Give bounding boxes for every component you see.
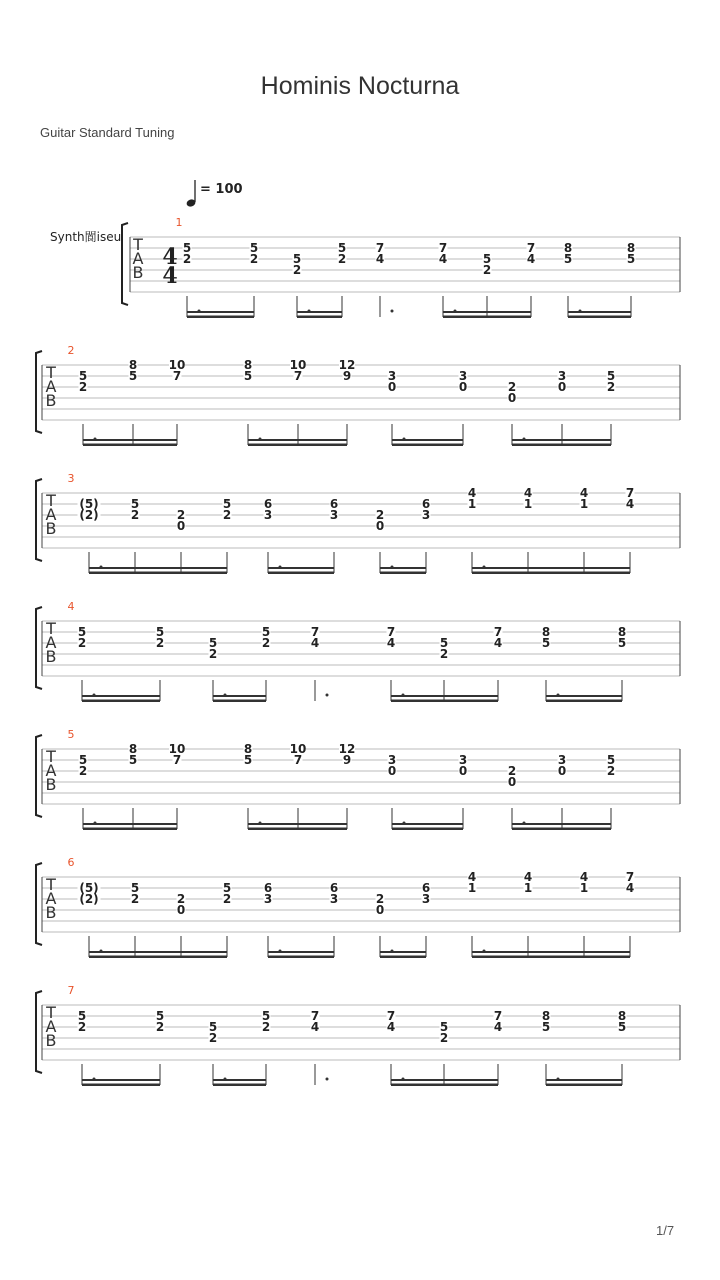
fret-number: 5 bbox=[439, 636, 449, 650]
fret-number: 2 bbox=[249, 252, 259, 266]
rhythm-dot bbox=[403, 822, 406, 825]
fret-number: 4 bbox=[523, 486, 533, 500]
fret-number: 8 bbox=[617, 625, 627, 639]
beam-secondary bbox=[391, 695, 498, 697]
fret-number: 4 bbox=[579, 870, 589, 884]
tab-clef-letter: B bbox=[45, 903, 57, 922]
fret-number: 3 bbox=[557, 753, 567, 767]
fret-number: 5 bbox=[626, 252, 636, 266]
beam bbox=[268, 956, 334, 959]
tab-clef-letter: A bbox=[45, 761, 57, 780]
beam bbox=[213, 700, 266, 703]
fret-number: 1 bbox=[523, 497, 533, 511]
fret-number: (5) bbox=[79, 497, 99, 511]
fret-number: 5 bbox=[78, 369, 88, 383]
fret-number: 1 bbox=[579, 881, 589, 895]
fret-number: 4 bbox=[386, 1020, 396, 1034]
beam-secondary bbox=[213, 695, 266, 697]
rhythm-dot bbox=[94, 822, 97, 825]
fret-number: 5 bbox=[617, 1020, 627, 1034]
fret-number: 0 bbox=[507, 391, 517, 405]
fret-number: 5 bbox=[243, 369, 253, 383]
measure-number: 5 bbox=[67, 728, 75, 741]
time-signature-top: 4 bbox=[162, 244, 178, 270]
measure-number: 6 bbox=[67, 856, 75, 869]
beam-secondary bbox=[213, 1079, 266, 1081]
beam bbox=[213, 1084, 266, 1087]
beam-secondary bbox=[268, 951, 334, 953]
fret-number: 5 bbox=[130, 497, 140, 511]
tab-clef-letter: A bbox=[45, 1017, 57, 1036]
fret-number: 0 bbox=[176, 519, 186, 533]
fret-number: 7 bbox=[386, 1009, 396, 1023]
fret-number: 9 bbox=[342, 369, 352, 383]
fret-number: 10 bbox=[168, 358, 186, 372]
fret-number: 2 bbox=[208, 647, 218, 661]
rhythm-dot bbox=[93, 1078, 96, 1081]
fret-number: 5 bbox=[563, 252, 573, 266]
tab-clef-letter: B bbox=[45, 391, 57, 410]
fret-number: 7 bbox=[386, 625, 396, 639]
fret-number: 0 bbox=[557, 380, 567, 394]
tab-clef-letter: T bbox=[46, 875, 56, 894]
rhythm-dot bbox=[94, 438, 97, 441]
rhythm-dot bbox=[224, 694, 227, 697]
fret-number: 7 bbox=[493, 1009, 503, 1023]
track-name: Synth閬iseu bbox=[50, 230, 122, 244]
beam-secondary bbox=[89, 567, 227, 569]
fret-number: 2 bbox=[182, 252, 192, 266]
fret-number: 3 bbox=[421, 892, 431, 906]
beam bbox=[392, 444, 463, 447]
fret-number: 5 bbox=[439, 1020, 449, 1034]
fret-number: 5 bbox=[208, 1020, 218, 1034]
beam bbox=[83, 444, 177, 447]
fret-number: 1 bbox=[467, 881, 477, 895]
fret-number: 7 bbox=[293, 753, 303, 767]
tab-clef-letter: A bbox=[45, 377, 57, 396]
beam-secondary bbox=[472, 567, 630, 569]
tab-clef-letter: T bbox=[46, 491, 56, 510]
fret-number: 2 bbox=[292, 263, 302, 277]
fret-number: 5 bbox=[208, 636, 218, 650]
rhythm-dot bbox=[391, 566, 394, 569]
beam-secondary bbox=[512, 439, 611, 441]
rhythm-dot bbox=[326, 694, 329, 697]
fret-number: 5 bbox=[482, 252, 492, 266]
fret-number: 5 bbox=[222, 881, 232, 895]
beam bbox=[568, 316, 631, 319]
fret-number: 1 bbox=[523, 881, 533, 895]
rhythm-dot bbox=[557, 694, 560, 697]
measure-number: 4 bbox=[67, 600, 75, 613]
fret-number: 4 bbox=[493, 636, 503, 650]
fret-number: 6 bbox=[421, 881, 431, 895]
fret-number: 5 bbox=[155, 1009, 165, 1023]
fret-number: 4 bbox=[579, 486, 589, 500]
fret-number: 5 bbox=[292, 252, 302, 266]
system-bracket bbox=[122, 223, 128, 305]
fret-number: 5 bbox=[77, 625, 87, 639]
fret-number: 9 bbox=[342, 753, 352, 767]
fret-number: 2 bbox=[606, 764, 616, 778]
fret-number: (2) bbox=[79, 508, 99, 522]
measure-number: 1 bbox=[175, 216, 183, 229]
tab-system bbox=[36, 991, 680, 1086]
fret-number: 5 bbox=[261, 625, 271, 639]
fret-number: 7 bbox=[293, 369, 303, 383]
fret-number: 0 bbox=[557, 764, 567, 778]
rhythm-dot bbox=[100, 566, 103, 569]
beam-secondary bbox=[380, 567, 426, 569]
tab-clef-letter: A bbox=[45, 505, 57, 524]
fret-number: 7 bbox=[438, 241, 448, 255]
fret-number: 2 bbox=[222, 508, 232, 522]
fret-number: 2 bbox=[375, 508, 385, 522]
fret-number: 6 bbox=[421, 497, 431, 511]
beam bbox=[380, 956, 426, 959]
beam bbox=[380, 572, 426, 575]
tab-clef-letter: A bbox=[45, 889, 57, 908]
beam-secondary bbox=[380, 951, 426, 953]
beam-secondary bbox=[83, 439, 177, 441]
fret-number: 4 bbox=[523, 870, 533, 884]
beam-secondary bbox=[297, 311, 342, 313]
fret-number: 4 bbox=[625, 497, 635, 511]
fret-number: 2 bbox=[208, 1031, 218, 1045]
beam-secondary bbox=[568, 311, 631, 313]
fret-number: 4 bbox=[310, 1020, 320, 1034]
fret-number: 7 bbox=[493, 625, 503, 639]
fret-number: 5 bbox=[128, 369, 138, 383]
tab-clef-letter: B bbox=[45, 519, 57, 538]
rhythm-dot bbox=[391, 310, 394, 313]
beam bbox=[248, 444, 347, 447]
beam-secondary bbox=[83, 823, 177, 825]
fret-number: 7 bbox=[310, 1009, 320, 1023]
fret-number: 8 bbox=[128, 358, 138, 372]
fret-number: 8 bbox=[541, 1009, 551, 1023]
fret-number: 7 bbox=[526, 241, 536, 255]
fret-number: 7 bbox=[172, 753, 182, 767]
system-bracket bbox=[36, 735, 42, 817]
fret-number: 7 bbox=[625, 486, 635, 500]
rhythm-dot bbox=[403, 438, 406, 441]
fret-number: 4 bbox=[375, 252, 385, 266]
fret-number: 5 bbox=[261, 1009, 271, 1023]
fret-number: 5 bbox=[617, 636, 627, 650]
fret-number: 7 bbox=[172, 369, 182, 383]
tab-clef-letter: B bbox=[45, 1031, 57, 1050]
tab-clef-letter: B bbox=[45, 647, 57, 666]
beam bbox=[83, 828, 177, 831]
beam bbox=[512, 828, 611, 831]
song-title: Hominis Nocturna bbox=[260, 72, 460, 100]
fret-number: (2) bbox=[79, 892, 99, 906]
fret-number: 7 bbox=[375, 241, 385, 255]
fret-number: 2 bbox=[78, 764, 88, 778]
tab-clef-letter: T bbox=[46, 363, 56, 382]
rhythm-dot bbox=[279, 950, 282, 953]
fret-number: 5 bbox=[77, 1009, 87, 1023]
fret-number: 10 bbox=[168, 742, 186, 756]
system-bracket bbox=[36, 991, 42, 1073]
fret-number: 3 bbox=[557, 369, 567, 383]
fret-number: 2 bbox=[78, 380, 88, 394]
rhythm-dot bbox=[483, 950, 486, 953]
fret-number: 2 bbox=[606, 380, 616, 394]
beam-secondary bbox=[187, 311, 254, 313]
rhythm-dot bbox=[391, 950, 394, 953]
fret-number: 5 bbox=[243, 753, 253, 767]
fret-number: 5 bbox=[182, 241, 192, 255]
fret-number: 2 bbox=[222, 892, 232, 906]
fret-number: 0 bbox=[176, 903, 186, 917]
rhythm-dot bbox=[259, 438, 262, 441]
beam bbox=[89, 956, 227, 959]
fret-number: 0 bbox=[387, 764, 397, 778]
beam bbox=[512, 444, 611, 447]
fret-number: 5 bbox=[222, 497, 232, 511]
measure-number: 3 bbox=[67, 472, 75, 485]
beam bbox=[187, 316, 254, 319]
beam bbox=[82, 1084, 160, 1087]
fret-number: 1 bbox=[579, 497, 589, 511]
fret-number: 5 bbox=[130, 881, 140, 895]
tab-system bbox=[36, 607, 680, 702]
fret-number: 2 bbox=[507, 764, 517, 778]
fret-number: 4 bbox=[467, 486, 477, 500]
beam-secondary bbox=[512, 823, 611, 825]
rhythm-dot bbox=[259, 822, 262, 825]
tab-clef-letter: T bbox=[133, 235, 143, 254]
tab-clef-letter: B bbox=[132, 263, 144, 282]
tab-clef-letter: T bbox=[46, 1003, 56, 1022]
beam-secondary bbox=[89, 951, 227, 953]
beam-secondary bbox=[472, 951, 630, 953]
fret-number: 7 bbox=[625, 870, 635, 884]
fret-number: 6 bbox=[263, 881, 273, 895]
fret-number: 5 bbox=[337, 241, 347, 255]
beam bbox=[391, 700, 498, 703]
system-bracket bbox=[36, 351, 42, 433]
fret-number: 3 bbox=[458, 369, 468, 383]
fret-number: 4 bbox=[526, 252, 536, 266]
fret-number: 2 bbox=[261, 636, 271, 650]
fret-number: 3 bbox=[421, 508, 431, 522]
fret-number: 3 bbox=[458, 753, 468, 767]
rhythm-dot bbox=[523, 438, 526, 441]
beam bbox=[472, 956, 630, 959]
fret-number: 2 bbox=[176, 892, 186, 906]
fret-number: 3 bbox=[387, 753, 397, 767]
system-bracket bbox=[36, 479, 42, 561]
beam-secondary bbox=[248, 439, 347, 441]
fret-number: 0 bbox=[507, 775, 517, 789]
fret-number: 3 bbox=[329, 892, 339, 906]
fret-number: 5 bbox=[606, 753, 616, 767]
rhythm-dot bbox=[454, 310, 457, 313]
fret-number: 8 bbox=[541, 625, 551, 639]
fret-number: 3 bbox=[387, 369, 397, 383]
fret-number: 8 bbox=[626, 241, 636, 255]
fret-number: 7 bbox=[310, 625, 320, 639]
fret-number: 5 bbox=[541, 1020, 551, 1034]
beam-secondary bbox=[268, 567, 334, 569]
rhythm-dot bbox=[326, 1078, 329, 1081]
beam-secondary bbox=[391, 1079, 498, 1081]
fret-number: 8 bbox=[128, 742, 138, 756]
beam bbox=[248, 828, 347, 831]
fret-number: 0 bbox=[458, 380, 468, 394]
fret-number: 1 bbox=[467, 497, 477, 511]
beam bbox=[89, 572, 227, 575]
fret-number: 2 bbox=[507, 380, 517, 394]
fret-number: 6 bbox=[329, 881, 339, 895]
tab-clef-letter: T bbox=[46, 619, 56, 638]
rhythm-dot bbox=[198, 310, 201, 313]
fret-number: 5 bbox=[606, 369, 616, 383]
tab-clef-letter: A bbox=[45, 633, 57, 652]
fret-number: 4 bbox=[438, 252, 448, 266]
system-bracket bbox=[36, 607, 42, 689]
fret-number: 2 bbox=[176, 508, 186, 522]
fret-number: 5 bbox=[78, 753, 88, 767]
fret-number: 2 bbox=[375, 892, 385, 906]
tuning-label: Guitar Standard Tuning bbox=[40, 125, 175, 140]
beam bbox=[443, 316, 531, 319]
fret-number: 2 bbox=[77, 1020, 87, 1034]
beam bbox=[472, 572, 630, 575]
fret-number: 8 bbox=[243, 358, 253, 372]
tab-clef-letter: T bbox=[46, 747, 56, 766]
fret-number: 2 bbox=[439, 1031, 449, 1045]
tempo-value: = 100 bbox=[200, 182, 243, 197]
fret-number: 10 bbox=[289, 358, 307, 372]
fret-number: 2 bbox=[155, 636, 165, 650]
fret-number: 4 bbox=[310, 636, 320, 650]
rhythm-dot bbox=[308, 310, 311, 313]
rhythm-dot bbox=[579, 310, 582, 313]
fret-number: 3 bbox=[329, 508, 339, 522]
fret-number: 10 bbox=[289, 742, 307, 756]
rhythm-dot bbox=[93, 694, 96, 697]
page-number: 1/7 bbox=[656, 1223, 675, 1238]
beam bbox=[546, 1084, 622, 1087]
rhythm-dot bbox=[279, 566, 282, 569]
fret-number: 6 bbox=[329, 497, 339, 511]
fret-number: 8 bbox=[617, 1009, 627, 1023]
rhythm-dot bbox=[224, 1078, 227, 1081]
tab-clef-letter: A bbox=[132, 249, 144, 268]
beam bbox=[392, 828, 463, 831]
fret-number: 5 bbox=[155, 625, 165, 639]
beam-secondary bbox=[248, 823, 347, 825]
fret-number: 2 bbox=[130, 892, 140, 906]
fret-number: 5 bbox=[541, 636, 551, 650]
rhythm-dot bbox=[402, 1078, 405, 1081]
tab-system bbox=[122, 223, 680, 318]
fret-number: 2 bbox=[337, 252, 347, 266]
rhythm-dot bbox=[557, 1078, 560, 1081]
fret-number: 2 bbox=[482, 263, 492, 277]
rhythm-dot bbox=[402, 694, 405, 697]
measure-number: 2 bbox=[67, 344, 75, 357]
fret-number: 12 bbox=[338, 358, 356, 372]
measure-number: 7 bbox=[67, 984, 75, 997]
fret-number: 3 bbox=[263, 508, 273, 522]
system-bracket bbox=[36, 863, 42, 945]
fret-number: 2 bbox=[77, 636, 87, 650]
fret-number: 0 bbox=[458, 764, 468, 778]
fret-number: 3 bbox=[263, 892, 273, 906]
fret-number: 8 bbox=[563, 241, 573, 255]
fret-number: 0 bbox=[387, 380, 397, 394]
beam bbox=[297, 316, 342, 319]
rhythm-dot bbox=[523, 822, 526, 825]
fret-number: 8 bbox=[243, 742, 253, 756]
fret-number: 5 bbox=[249, 241, 259, 255]
fret-number: 4 bbox=[467, 870, 477, 884]
fret-number: 2 bbox=[130, 508, 140, 522]
fret-number: 2 bbox=[439, 647, 449, 661]
fret-number: 4 bbox=[386, 636, 396, 650]
fret-number: 0 bbox=[375, 903, 385, 917]
fret-number: 2 bbox=[261, 1020, 271, 1034]
tab-clef-letter: B bbox=[45, 775, 57, 794]
beam bbox=[546, 700, 622, 703]
time-signature-bottom: 4 bbox=[162, 263, 178, 289]
fret-number: 6 bbox=[263, 497, 273, 511]
fret-number: 4 bbox=[625, 881, 635, 895]
beam bbox=[268, 572, 334, 575]
beam bbox=[82, 700, 160, 703]
fret-number: 0 bbox=[375, 519, 385, 533]
fret-number: 4 bbox=[493, 1020, 503, 1034]
beam bbox=[391, 1084, 498, 1087]
fret-number: (5) bbox=[79, 881, 99, 895]
rhythm-dot bbox=[483, 566, 486, 569]
fret-number: 5 bbox=[128, 753, 138, 767]
fret-number: 2 bbox=[155, 1020, 165, 1034]
rhythm-dot bbox=[100, 950, 103, 953]
fret-number: 12 bbox=[338, 742, 356, 756]
